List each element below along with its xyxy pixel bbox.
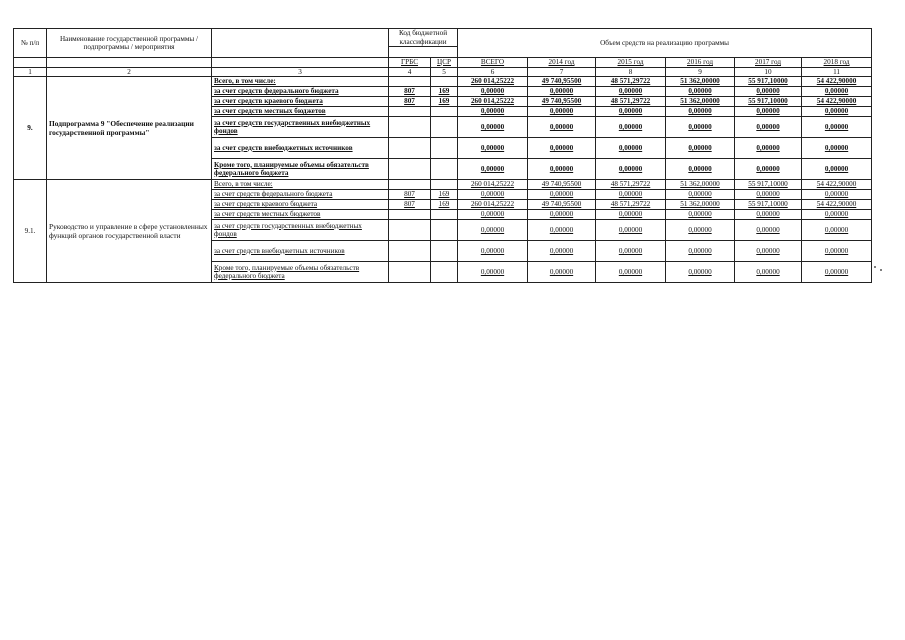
row-csr: 169 [431,200,458,210]
column-number: 2 [47,67,212,77]
row-grbs: 807 [389,87,431,97]
row-year-value: 0,00000 [596,87,666,97]
row-csr [431,117,458,138]
row-year-value: 0,00000 [735,159,802,180]
budget-table [13,28,872,283]
row-year-value: 51 362,00000 [666,180,735,190]
row-label: за счет средств государственных внебюджетных фондов [212,220,389,241]
row-year-value: 0,00000 [802,159,872,180]
header-year: 2015 год [596,58,666,68]
row-total-value: 0,00000 [458,262,528,283]
row-csr: 169 [431,87,458,97]
header-spacer-2 [47,58,212,68]
row-total-value: 0,00000 [458,190,528,200]
row-year-value: 0,00000 [596,190,666,200]
row-year-value: 0,00000 [666,107,735,117]
column-number: 7 [528,67,596,77]
column-number: 4 [389,67,431,77]
row-year-value: 0,00000 [666,241,735,262]
row-label: Всего, в том числе: [212,77,389,87]
row-year-value: 0,00000 [735,220,802,241]
row-year-value: 0,00000 [802,138,872,159]
row-year-value: 0,00000 [666,159,735,180]
row-grbs [389,107,431,117]
row-year-value: 0,00000 [666,190,735,200]
row-year-value: 0,00000 [596,262,666,283]
row-total-value: 0,00000 [458,107,528,117]
row-year-value: 51 362,00000 [666,77,735,87]
header-csr: ЦСР [431,58,458,68]
row-year-value: 0,00000 [596,107,666,117]
row-year-value: 48 571,29722 [596,180,666,190]
header-grbs: ГРБС [389,58,431,68]
row-label: за счет средств местных бюджетов [212,107,389,117]
row-total-value: 0,00000 [458,210,528,220]
row-year-value: 55 917,10000 [735,180,802,190]
column-number: 9 [666,67,735,77]
row-year-value: 0,00000 [528,210,596,220]
row-year-value: 0,00000 [735,117,802,138]
row-year-value: 49 740,95500 [528,180,596,190]
row-grbs [389,159,431,180]
row-year-value: 0,00000 [735,138,802,159]
row-year-value: 0,00000 [735,210,802,220]
row-year-value: 51 362,00000 [666,97,735,107]
row-label: за счет средств федерального бюджета [212,87,389,97]
row-total-value: 0,00000 [458,87,528,97]
column-number: 8 [596,67,666,77]
row-year-value: 55 917,10000 [735,77,802,87]
row-csr [431,210,458,220]
row-year-value: 0,00000 [666,87,735,97]
row-total-value: 260 014,25222 [458,200,528,210]
row-grbs [389,220,431,241]
row-year-value: 54 422,90000 [802,180,872,190]
row-year-value: 54 422,90000 [802,97,872,107]
row-year-value: 49 740,95500 [528,97,596,107]
row-total-value: 0,00000 [458,159,528,180]
row-year-value: 0,00000 [528,138,596,159]
row-year-value: 0,00000 [735,262,802,283]
row-year-value: 0,00000 [528,190,596,200]
header-funding: Объем средств на реализацию программы [458,29,872,58]
row-year-value: 0,00000 [528,241,596,262]
header-total: ВСЕГО [458,58,528,68]
row-year-value: 0,00000 [802,87,872,97]
row-year-value: 0,00000 [735,107,802,117]
section-number: 9.1. [14,180,47,283]
row-csr: 169 [431,190,458,200]
row-year-value: 0,00000 [596,159,666,180]
row-year-value: 0,00000 [596,220,666,241]
row-year-value: 0,00000 [735,241,802,262]
row-csr [431,107,458,117]
row-csr [431,220,458,241]
row-label: за счет средств федерального бюджета [212,190,389,200]
header-blank [212,29,389,58]
row-year-value: 49 740,95500 [528,200,596,210]
row-year-value: 0,00000 [735,87,802,97]
column-number: 10 [735,67,802,77]
row-csr [431,241,458,262]
table-row [14,77,872,87]
header-name: Наименование государственной программы / подпрограммы / мероприятия [47,29,212,58]
row-year-value: 0,00000 [666,210,735,220]
row-label: за счет средств краевого бюджета [212,97,389,107]
section-name: Руководство и управление в сфере установленных функций органов государственной власти [47,180,212,283]
table-row [14,180,872,190]
row-total-value: 0,00000 [458,241,528,262]
row-year-value: 0,00000 [528,262,596,283]
row-year-value: 0,00000 [666,138,735,159]
row-label: за счет средств государственных внебюджетных фондов [212,117,389,138]
header-spacer-1 [14,58,47,68]
row-year-value: 48 571,29722 [596,77,666,87]
row-year-value: 0,00000 [802,117,872,138]
column-number: 3 [212,67,389,77]
row-year-value: 0,00000 [666,220,735,241]
row-year-value: 0,00000 [528,117,596,138]
row-year-value: 0,00000 [596,138,666,159]
header-year: 2017 год [735,58,802,68]
row-total-value: 260 014,25222 [458,180,528,190]
row-year-value: 0,00000 [596,241,666,262]
header-num: № п/п [14,29,47,58]
row-grbs [389,77,431,87]
row-year-value: 51 362,00000 [666,200,735,210]
row-year-value: 0,00000 [735,190,802,200]
row-year-value: 0,00000 [802,220,872,241]
column-number-row [14,67,872,77]
section-name: Подпрограмма 9 "Обеспечение реализации государственной программы" [47,77,212,180]
row-csr [431,180,458,190]
row-label: за счет средств внебюджетных источников [212,241,389,262]
row-grbs [389,210,431,220]
header-spacer-3 [212,58,389,68]
row-total-value: 0,00000 [458,220,528,241]
row-label: Кроме того, планируемые объемы обязательств федерального бюджета [212,262,389,283]
row-label: за счет средств местных бюджетов [212,210,389,220]
row-year-value: 0,00000 [802,262,872,283]
row-grbs [389,117,431,138]
row-year-value: 0,00000 [528,87,596,97]
row-label: Всего, в том числе: [212,180,389,190]
row-total-value: 0,00000 [458,138,528,159]
column-number: 11 [802,67,872,77]
header-year: 2014 год [528,58,596,68]
row-year-value: 54 422,90000 [802,77,872,87]
row-year-value: 0,00000 [802,210,872,220]
row-grbs: 807 [389,97,431,107]
row-year-value: 48 571,29722 [596,97,666,107]
row-csr [431,138,458,159]
header-year: 2016 год [666,58,735,68]
row-year-value: 0,00000 [528,220,596,241]
row-grbs [389,138,431,159]
scan-speck [874,266,876,268]
row-year-value: 0,00000 [596,210,666,220]
column-number: 5 [431,67,458,77]
row-csr [431,77,458,87]
row-year-value: 0,00000 [596,117,666,138]
row-grbs: 807 [389,190,431,200]
row-total-value: 260 014,25222 [458,97,528,107]
row-year-value: 0,00000 [528,107,596,117]
row-year-value: 54 422,90000 [802,200,872,210]
row-year-value: 0,00000 [802,190,872,200]
row-year-value: 0,00000 [666,262,735,283]
row-grbs: 807 [389,200,431,210]
section-number: 9. [14,77,47,180]
row-csr [431,262,458,283]
row-label: за счет средств внебюджетных источников [212,138,389,159]
row-year-value: 0,00000 [802,107,872,117]
header-year: 2018 год [802,58,872,68]
scan-speck [880,269,882,271]
row-year-value: 0,00000 [666,117,735,138]
row-total-value: 0,00000 [458,117,528,138]
header-budget-code: Код бюджетной классификации [389,29,458,47]
row-year-value: 48 571,29722 [596,200,666,210]
row-total-value: 260 014,25222 [458,77,528,87]
row-grbs [389,180,431,190]
row-year-value: 49 740,95500 [528,77,596,87]
row-year-value: 0,00000 [802,241,872,262]
row-year-value: 55 917,10000 [735,200,802,210]
row-year-value: 55 917,10000 [735,97,802,107]
column-number: 1 [14,67,47,77]
row-label: Кроме того, планируемые объемы обязательств федерального бюджета [212,159,389,180]
row-grbs [389,241,431,262]
row-grbs [389,262,431,283]
row-label: за счет средств краевого бюджета [212,200,389,210]
row-csr [431,159,458,180]
column-number: 6 [458,67,528,77]
row-csr: 169 [431,97,458,107]
row-year-value: 0,00000 [528,159,596,180]
